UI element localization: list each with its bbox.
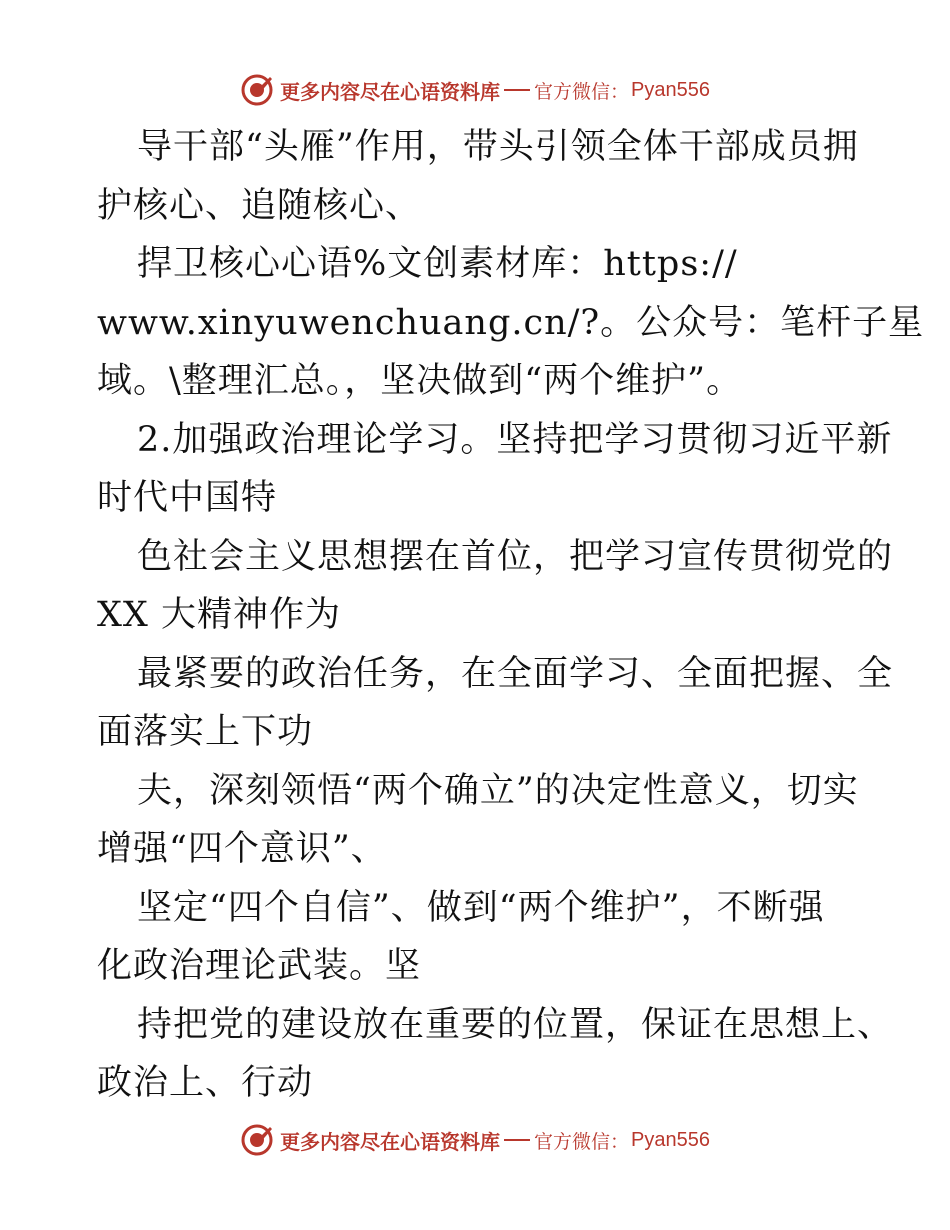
quill-logo-icon [240,73,274,107]
footer-dash [504,1139,530,1141]
footer-site-text: 更多内容尽在心语资料库 [280,1129,500,1154]
body-line: 政治上、行动 [97,1063,314,1103]
header-dash [504,89,530,91]
document-body [97,118,925,1113]
footer-wechat-account: Pyan556 [631,1128,710,1151]
body-line: 最紧要的政治任务，在全面学习、全面把握、全 [137,653,894,694]
body-line: 化政治理论武装。坚 [97,946,422,986]
body-line: 2.加强政治理论学习。坚持把学习贯彻习近平新 [137,419,893,460]
body-line: 坚定“四个自信”、做到“两个维护”，不断强 [137,887,825,928]
body-line: 导干部“头雁”作用，带头引领全体干部成员拥 [137,127,859,167]
footer-wechat-label: 官方微信： [534,1130,630,1153]
body-line: 夫，深刻领悟“两个确立”的决定性意义，切实 [137,770,859,811]
header-site-text: 更多内容尽在心语资料库 [280,79,500,104]
body-line: 域。\整理汇总。，坚决做到“两个维护”。 [97,361,743,401]
body-line: 色社会主义思想摆在首位，把学习宣传贯彻党的 [137,536,894,577]
header-wechat-label: 官方微信： [534,80,630,103]
body-line: XX 大精神作为 [97,595,341,635]
footer-banner [0,1120,950,1160]
body-line: 持把党的建设放在重要的位置，保证在思想上、 [137,1004,894,1045]
body-line: 捍卫核心心语%文创素材库：https:// [137,244,738,284]
body-line: www.xinyuwenchuang.cn/?。公众号：笔杆子星 [97,302,925,343]
body-line: 面落实上下功 [97,712,314,752]
quill-logo-icon [240,1123,274,1157]
body-line: 护核心、追随核心、 [97,185,422,226]
body-line: 增强“四个意识”、 [97,829,387,869]
header-banner [0,70,950,110]
body-line: 时代中国特 [97,478,278,518]
header-wechat-account: Pyan556 [631,78,710,101]
